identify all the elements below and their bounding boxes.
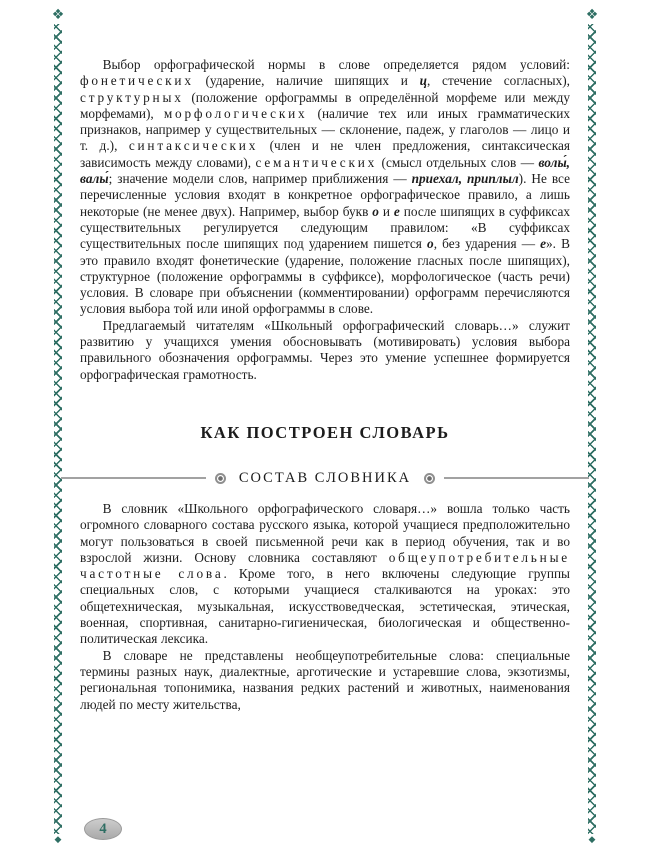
border-chain-pattern — [588, 24, 596, 834]
text-run: ; значение модели слов, например приближения — — [108, 171, 412, 187]
text-run: фонетических — [80, 73, 194, 89]
text-run: морфологических — [163, 105, 308, 121]
text-run: о — [372, 203, 379, 219]
paragraph — [80, 648, 570, 713]
border-chain-pattern — [54, 24, 62, 834]
left-border-ornament — [51, 8, 65, 845]
text-run: волы́, валы́ — [80, 154, 570, 187]
right-border-ornament — [585, 8, 599, 845]
text-run: , стечение согласных), — [427, 73, 570, 89]
text-run: (смысл отдельных слов — — [377, 154, 539, 170]
text-column — [80, 57, 570, 713]
text-run: (наличие тех или иных грамматических признаков, например у существительных — склонение, падеж, у глаголов — лицо и т. д.), — [80, 105, 570, 154]
text-run: , без ударения — — [433, 236, 541, 252]
text-run: семантических — [255, 154, 378, 170]
border-finial-icon: ❖ — [585, 7, 599, 23]
text-run: . Кроме того, в него включены следующие группы специальных слов, с которыми учащиеся сталкиваются на уроках: это общетехническая, музыкальная, искусствоведческая, эстетическая, этическая, военная, спортивная, санитарно-гигиеническая, биологическая и общественно-политическая лексика. — [80, 566, 570, 647]
text-run: структурных — [80, 89, 184, 105]
heading-rule-left — [61, 477, 206, 479]
paragraph — [80, 501, 570, 648]
text-run: после шипящих в суффиксах существительных регулируется следующим правилом: «В суффиксах существительных после шипящих под ударением пишется — [80, 203, 570, 252]
text-run: е — [393, 203, 400, 219]
text-run: Выбор орфографической нормы в слове определяется рядом условий: — [102, 57, 570, 72]
border-finial-icon: ❖ — [51, 7, 65, 23]
ornament-circle-left-icon — [215, 473, 226, 484]
text-run: (положение орфограммы в определённой морфеме или между морфемами), — [80, 89, 570, 121]
text-run: (ударение, наличие шипящих и — [193, 73, 420, 89]
text-run: В словник «Школьного орфографического словаря…» вошла только часть огромного словарного состава русского языка, которой учащиеся предположительно могут пользоваться в своей письменной речи как в период обучения, так и во взрослой жизни. Основу словника составляют — [80, 500, 570, 565]
page-number-badge — [84, 818, 122, 840]
text-run: ». В это правило входят фонетические (ударение, положение гласных после шипящих), структурное (положение орфограммы в суффиксе), морфологическое (часть речи) условия. В словаре при объяснении (комментировании) орфограмм перечисляются условия выбора той или иной орфограммы в слове. — [80, 236, 571, 317]
section-heading: СОСТАВ СЛОВНИКА — [238, 469, 412, 486]
intro-paragraphs — [80, 57, 570, 383]
text-run: синтаксических — [128, 138, 259, 154]
text-run: и — [378, 203, 394, 219]
text-run: приехал, приплыл — [411, 171, 519, 187]
section-paragraphs — [80, 501, 570, 713]
text-run: В словаре не представлены необщеупотребительные слова: специальные термины разных наук, диалектные, арготические и устаревшие слова, экзотизмы, региональная топонимика, названия редких растений и животных, наименования людей по месту жительства, — [80, 647, 570, 712]
border-end-icon: ◆ — [588, 835, 596, 845]
chapter-heading: КАК ПОСТРОЕН СЛОВАРЬ — [200, 422, 450, 442]
text-run: (член и не член предложения, синтаксическая зависимость между словами), — [80, 138, 570, 170]
heading-rule-right — [444, 477, 589, 479]
section-heading-row — [61, 470, 589, 487]
text-run: общеупотребительные частотные слова — [80, 549, 570, 582]
text-run: Предлагаемый читателям «Школьный орфографический словарь…» служит развитию у учащихся умения обосновывать (мотивировать) условия выбора правильного обозначения орфограммы. Через это умение успешнее формируется орфографическая грамотность. — [80, 317, 570, 382]
paragraph — [80, 318, 570, 383]
text-run: о — [427, 236, 434, 252]
ornament-circle-right-icon — [424, 473, 435, 484]
text-run: е — [540, 236, 547, 252]
border-end-icon: ◆ — [54, 835, 62, 845]
text-run: ). Не все перечисленные условия входят в конкретное орфографическое правило, а лишь некоторые (не менее двух). Например, выбор букв — [80, 171, 570, 219]
text-run: ц — [419, 73, 427, 89]
page-number: 4 — [99, 820, 107, 837]
paragraph — [80, 57, 570, 318]
